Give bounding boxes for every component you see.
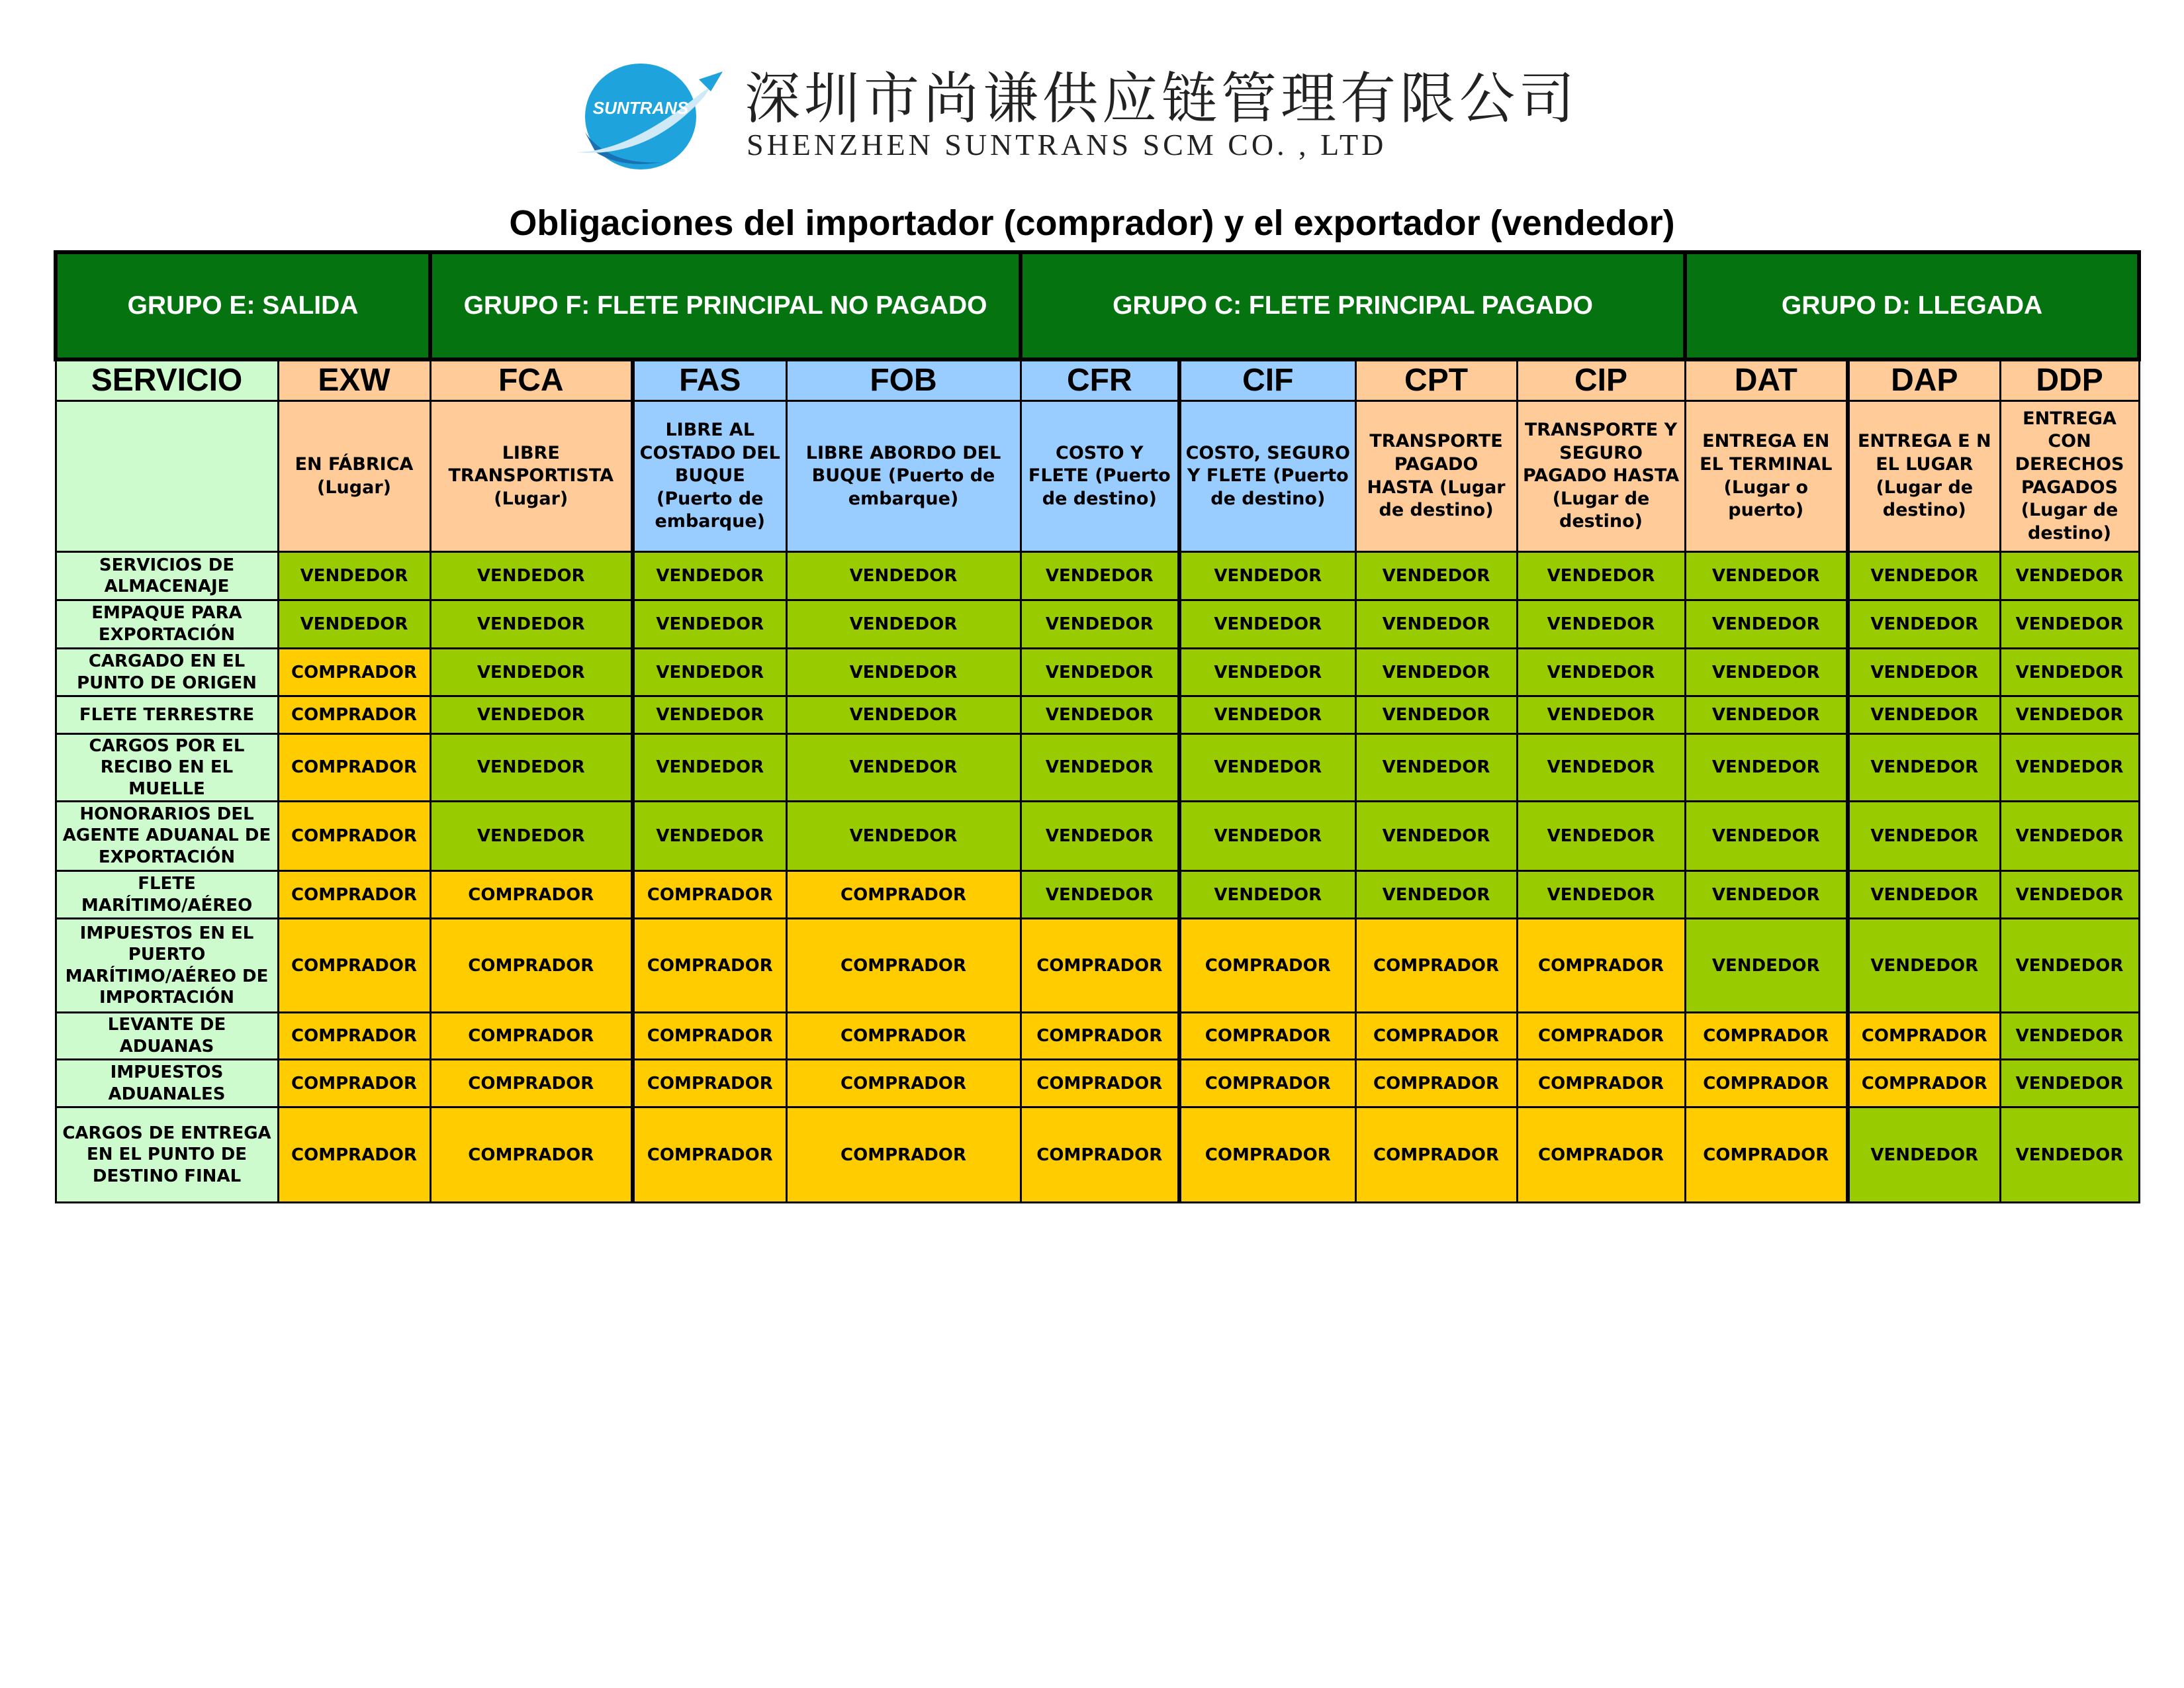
obligation-cell: VENDEDOR [1848,801,2000,870]
term-desc-dap: ENTREGA E N EL LUGAR (Lugar de destino) [1848,400,2000,551]
obligation-cell: VENDEDOR [2000,734,2139,802]
term-code-fob: FOB [786,359,1021,401]
obligation-cell: VENDEDOR [1179,552,1355,600]
service-label: FLETE TERRESTRE [56,696,278,734]
obligation-cell: VENDEDOR [1517,648,1685,696]
obligation-cell: VENDEDOR [1517,552,1685,600]
obligation-cell: COMPRADOR [430,1012,633,1059]
term-desc-cfr: COSTO Y FLETE (Puerto de destino) [1021,400,1179,551]
obligation-cell: VENDEDOR [278,600,430,648]
term-code-dat: DAT [1685,359,1848,401]
obligation-cell: COMPRADOR [1355,1107,1517,1203]
obligation-cell: VENDEDOR [1848,1107,2000,1203]
table-row [56,600,2139,648]
obligation-cell: COMPRADOR [786,1107,1021,1203]
obligation-cell: COMPRADOR [278,870,430,919]
obligation-cell: COMPRADOR [1021,1059,1179,1107]
term-desc-exw: EN FÁBRICA (Lugar) [278,400,430,551]
obligation-cell: VENDEDOR [278,552,430,600]
obligation-cell: VENDEDOR [1021,696,1179,734]
obligation-cell: VENDEDOR [1685,600,1848,648]
obligation-cell: VENDEDOR [633,552,786,600]
obligation-cell: VENDEDOR [1179,870,1355,919]
obligation-cell: COMPRADOR [430,1059,633,1107]
table-row [56,919,2139,1012]
obligation-cell: VENDEDOR [1021,648,1179,696]
obligation-cell: COMPRADOR [633,870,786,919]
term-code-exw: EXW [278,359,430,401]
term-code-ddp: DDP [2000,359,2139,401]
obligation-cell: VENDEDOR [1517,801,1685,870]
obligation-cell: VENDEDOR [1848,870,2000,919]
term-code-dap: DAP [1848,359,2000,401]
obligation-cell: VENDEDOR [1021,552,1179,600]
obligation-cell: COMPRADOR [1355,1012,1517,1059]
obligation-cell: COMPRADOR [633,1059,786,1107]
service-label: LEVANTE DE ADUANAS [56,1012,278,1059]
obligation-cell: COMPRADOR [278,1107,430,1203]
obligation-cell: COMPRADOR [1848,1059,2000,1107]
service-label: IMPUESTOS ADUANALES [56,1059,278,1107]
obligation-cell: VENDEDOR [1685,552,1848,600]
group-d-header: GRUPO D: LLEGADA [1685,252,2139,359]
obligation-cell: VENDEDOR [1021,801,1179,870]
obligation-cell: COMPRADOR [1517,1107,1685,1203]
term-code-cpt: CPT [1355,359,1517,401]
term-code-cip: CIP [1517,359,1685,401]
table-row [56,696,2139,734]
term-desc-ddp: ENTREGA CON DERECHOS PAGADOS (Lugar de destino) [2000,400,2139,551]
obligation-cell: COMPRADOR [1685,1059,1848,1107]
obligation-cell: VENDEDOR [1848,919,2000,1012]
obligation-cell: COMPRADOR [278,919,430,1012]
obligation-cell: COMPRADOR [1517,919,1685,1012]
obligation-cell: VENDEDOR [2000,919,2139,1012]
obligation-cell: VENDEDOR [2000,696,2139,734]
obligation-cell: VENDEDOR [1685,870,1848,919]
obligation-cell: VENDEDOR [786,648,1021,696]
obligation-cell: COMPRADOR [633,919,786,1012]
obligation-cell: VENDEDOR [786,696,1021,734]
obligation-cell: VENDEDOR [1685,734,1848,802]
term-code-fca: FCA [430,359,633,401]
service-label: CARGADO EN EL PUNTO DE ORIGEN [56,648,278,696]
obligation-cell: VENDEDOR [2000,552,2139,600]
table-row [56,1107,2139,1203]
obligation-cell: VENDEDOR [786,552,1021,600]
obligation-cell: VENDEDOR [430,600,633,648]
obligation-cell: VENDEDOR [1848,552,2000,600]
obligation-cell: VENDEDOR [1355,600,1517,648]
term-code-cfr: CFR [1021,359,1179,401]
table-row [56,1012,2139,1059]
table-row [56,734,2139,802]
term-desc-cip: TRANSPORTE Y SEGURO PAGADO HASTA (Lugar de destino) [1517,400,1685,551]
obligation-cell: VENDEDOR [1021,600,1179,648]
obligation-cell: COMPRADOR [786,1012,1021,1059]
obligation-cell: VENDEDOR [1517,600,1685,648]
obligation-cell: VENDEDOR [1685,919,1848,1012]
table-row [56,1059,2139,1107]
service-label: FLETE MARÍTIMO/AÉREO [56,870,278,919]
obligation-cell: COMPRADOR [278,1012,430,1059]
service-label: EMPAQUE PARA EXPORTACIÓN [56,600,278,648]
obligation-cell: VENDEDOR [1355,870,1517,919]
obligation-cell: VENDEDOR [1179,600,1355,648]
obligation-cell: VENDEDOR [1848,696,2000,734]
obligation-cell: VENDEDOR [2000,801,2139,870]
obligation-cell: VENDEDOR [1355,552,1517,600]
obligation-cell: VENDEDOR [1355,696,1517,734]
obligation-cell: VENDEDOR [633,734,786,802]
obligation-cell: VENDEDOR [430,648,633,696]
obligation-cell: COMPRADOR [1179,1107,1355,1203]
service-column-header: SERVICIO [56,359,278,401]
term-desc-cpt: TRANSPORTE PAGADO HASTA (Lugar de destino) [1355,400,1517,551]
term-desc-fas: LIBRE AL COSTADO DEL BUQUE (Puerto de embarque) [633,400,786,551]
obligation-cell: COMPRADOR [1848,1012,2000,1059]
obligation-cell: COMPRADOR [278,696,430,734]
obligation-cell: VENDEDOR [1179,734,1355,802]
page-title: Obligaciones del importador (comprador) y el exportador (vendedor) [509,203,1675,243]
obligation-cell: VENDEDOR [1179,696,1355,734]
term-desc-dat: ENTREGA EN EL TERMINAL (Lugar o puerto) [1685,400,1848,551]
obligation-cell: COMPRADOR [430,1107,633,1203]
obligation-cell: COMPRADOR [786,1059,1021,1107]
group-e-header: GRUPO E: SALIDA [56,252,430,359]
obligation-cell: VENDEDOR [1848,734,2000,802]
obligation-cell: VENDEDOR [1685,696,1848,734]
obligation-cell: VENDEDOR [633,600,786,648]
obligation-cell: VENDEDOR [633,696,786,734]
obligation-cell: VENDEDOR [430,552,633,600]
term-desc-cif: COSTO, SEGURO Y FLETE (Puerto de destino) [1179,400,1355,551]
company-name-chinese: 深圳市尚谦供应链管理有限公司 [745,66,1579,131]
table-row [56,552,2139,600]
obligation-cell: VENDEDOR [1021,870,1179,919]
obligation-cell: COMPRADOR [1685,1107,1848,1203]
obligations-rows [56,552,2139,1203]
obligation-cell: VENDEDOR [1021,734,1179,802]
obligation-cell: COMPRADOR [786,870,1021,919]
obligation-cell: VENDEDOR [1848,600,2000,648]
obligation-cell: VENDEDOR [1685,801,1848,870]
obligation-cell: VENDEDOR [1179,648,1355,696]
obligation-cell: COMPRADOR [430,919,633,1012]
obligation-cell: VENDEDOR [1685,648,1848,696]
obligation-cell: VENDEDOR [786,734,1021,802]
group-f-header: GRUPO F: FLETE PRINCIPAL NO PAGADO [430,252,1021,359]
obligation-cell: VENDEDOR [430,734,633,802]
table-row [56,801,2139,870]
obligation-cell: VENDEDOR [633,801,786,870]
obligation-cell: VENDEDOR [2000,870,2139,919]
service-label: CARGOS POR EL RECIBO EN EL MUELLE [56,734,278,802]
obligation-cell: COMPRADOR [1021,1107,1179,1203]
term-desc-fob: LIBRE ABORDO DEL BUQUE (Puerto de embarque) [786,400,1021,551]
obligation-cell: VENDEDOR [430,696,633,734]
obligation-cell: VENDEDOR [1355,648,1517,696]
obligation-cell: COMPRADOR [1517,1012,1685,1059]
obligation-cell: VENDEDOR [2000,600,2139,648]
service-label: HONORARIOS DEL AGENTE ADUANAL DE EXPORTACIÓN [56,801,278,870]
obligation-cell: VENDEDOR [1517,870,1685,919]
term-code-fas: FAS [633,359,786,401]
obligation-cell: COMPRADOR [786,919,1021,1012]
obligation-cell: COMPRADOR [430,870,633,919]
obligation-cell: COMPRADOR [1179,1012,1355,1059]
obligation-cell: VENDEDOR [1179,801,1355,870]
service-label: SERVICIOS DE ALMACENAJE [56,552,278,600]
obligation-cell: COMPRADOR [1021,1012,1179,1059]
incoterms-table [54,250,2141,1203]
obligation-cell: VENDEDOR [2000,1059,2139,1107]
obligation-cell: COMPRADOR [278,648,430,696]
obligation-cell: COMPRADOR [1179,919,1355,1012]
obligation-cell: VENDEDOR [633,648,786,696]
company-name-english: SHENZHEN SUNTRANS SCM CO. , LTD [747,128,1387,162]
obligation-cell: COMPRADOR [633,1107,786,1203]
obligation-cell: COMPRADOR [1355,1059,1517,1107]
term-code-cif: CIF [1179,359,1355,401]
suntrans-logo [569,53,728,172]
obligation-cell: COMPRADOR [1517,1059,1685,1107]
group-c-header: GRUPO C: FLETE PRINCIPAL PAGADO [1021,252,1685,359]
obligation-cell: COMPRADOR [1355,919,1517,1012]
obligation-cell: COMPRADOR [1179,1059,1355,1107]
obligation-cell: VENDEDOR [786,600,1021,648]
obligation-cell: COMPRADOR [278,801,430,870]
obligation-cell: VENDEDOR [2000,648,2139,696]
obligation-cell: VENDEDOR [1517,696,1685,734]
obligation-cell: COMPRADOR [278,1059,430,1107]
obligation-cell: COMPRADOR [633,1012,786,1059]
service-label: CARGOS DE ENTREGA EN EL PUNTO DE DESTINO FINAL [56,1107,278,1203]
obligation-cell: VENDEDOR [786,801,1021,870]
obligation-cell: COMPRADOR [1685,1012,1848,1059]
obligation-cell: VENDEDOR [2000,1107,2139,1203]
table-row [56,648,2139,696]
table-row [56,870,2139,919]
service-label: IMPUESTOS EN EL PUERTO MARÍTIMO/AÉREO DE IMPORTACIÓN [56,919,278,1012]
obligation-cell: COMPRADOR [278,734,430,802]
obligation-cell: COMPRADOR [1021,919,1179,1012]
logo-text: SUNTRANS [592,98,689,118]
obligation-cell: VENDEDOR [1848,648,2000,696]
obligation-cell: VENDEDOR [1355,801,1517,870]
obligation-cell: VENDEDOR [1355,734,1517,802]
service-column-spacer [56,400,278,551]
obligation-cell: VENDEDOR [1517,734,1685,802]
obligation-cell: VENDEDOR [2000,1012,2139,1059]
term-desc-fca: LIBRE TRANSPORTISTA (Lugar) [430,400,633,551]
obligation-cell: VENDEDOR [430,801,633,870]
